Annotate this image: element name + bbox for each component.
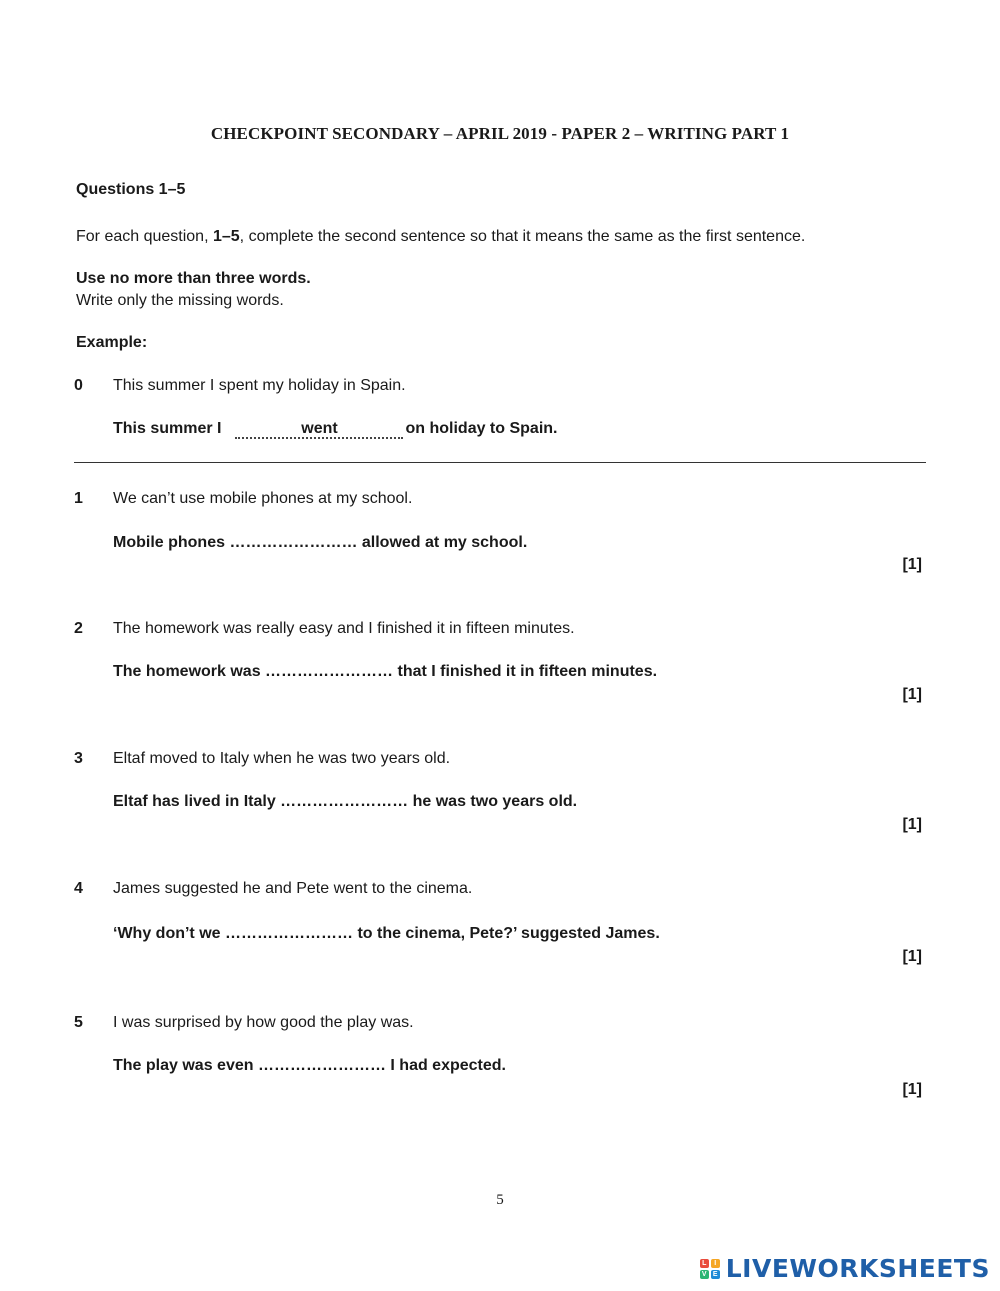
instructions-paragraph — [76, 226, 924, 247]
question-5-mark: [1] — [902, 1081, 922, 1098]
instructions-prefix: For each question, — [76, 228, 213, 245]
liveworksheets-logo-icon — [700, 1259, 720, 1279]
question-5-number: 5 — [74, 1014, 83, 1031]
example-heading: Example: — [76, 334, 148, 351]
question-2-number: 2 — [74, 620, 83, 637]
logo-tile-i: I — [711, 1259, 720, 1268]
section-heading: Questions 1–5 — [76, 181, 186, 198]
section-divider — [74, 462, 926, 463]
example-answer — [113, 420, 557, 439]
question-1-answer-field[interactable]: Mobile phones …………………… allowed at my school. — [113, 534, 528, 551]
question-1-number: 1 — [74, 490, 83, 507]
instructions-range: 1–5 — [212, 228, 240, 245]
question-5-sentence: I was surprised by how good the play was. — [113, 1014, 414, 1031]
document-title: CHECKPOINT SECONDARY – APRIL 2019 - PAPER 2 – WRITING PART 1 — [210, 124, 790, 143]
example-answer-blank: went — [235, 421, 403, 439]
example-number: 0 — [74, 377, 83, 394]
question-1-sentence: We can’t use mobile phones at my school. — [113, 490, 413, 507]
question-5-answer-field[interactable]: The play was even …………………… I had expected. — [113, 1057, 506, 1074]
question-4-sentence: James suggested he and Pete went to the cinema. — [113, 880, 473, 897]
example-answer-before: This summer I — [113, 420, 222, 437]
question-4-number: 4 — [74, 880, 83, 897]
example-answer-after: on holiday to Spain. — [405, 420, 558, 437]
logo-tile-v: V — [700, 1270, 709, 1279]
question-3-answer-field[interactable]: Eltaf has lived in Italy …………………… he was two years old. — [113, 793, 578, 810]
question-3-mark: [1] — [902, 816, 922, 833]
logo-tile-e: E — [711, 1270, 720, 1279]
liveworksheets-brand — [700, 1254, 990, 1283]
question-4-mark: [1] — [902, 948, 922, 965]
example-sentence: This summer I spent my holiday in Spain. — [113, 377, 406, 394]
page-number: 5 — [496, 1192, 504, 1208]
question-1-mark: [1] — [902, 556, 922, 573]
instructions-word-limit: Use no more than three words. — [76, 270, 311, 287]
logo-tile-l: L — [700, 1259, 709, 1268]
question-2-sentence: The homework was really easy and I finished it in fifteen minutes. — [113, 620, 575, 637]
question-4-answer-field[interactable]: ‘Why don’t we …………………… to the cinema, Pete?’ suggested James. — [113, 925, 660, 942]
question-3-number: 3 — [74, 750, 83, 767]
question-3-sentence: Eltaf moved to Italy when he was two years old. — [113, 750, 451, 767]
question-2-answer-field[interactable]: The homework was …………………… that I finished it in fifteen minutes. — [113, 663, 658, 680]
instructions-suffix: , complete the second sentence so that it means the same as the first sentence. — [239, 228, 806, 245]
question-2-mark: [1] — [902, 686, 922, 703]
liveworksheets-wordmark: LIVEWORKSHEETS — [725, 1254, 990, 1283]
instructions-missing-words: Write only the missing words. — [76, 292, 284, 309]
